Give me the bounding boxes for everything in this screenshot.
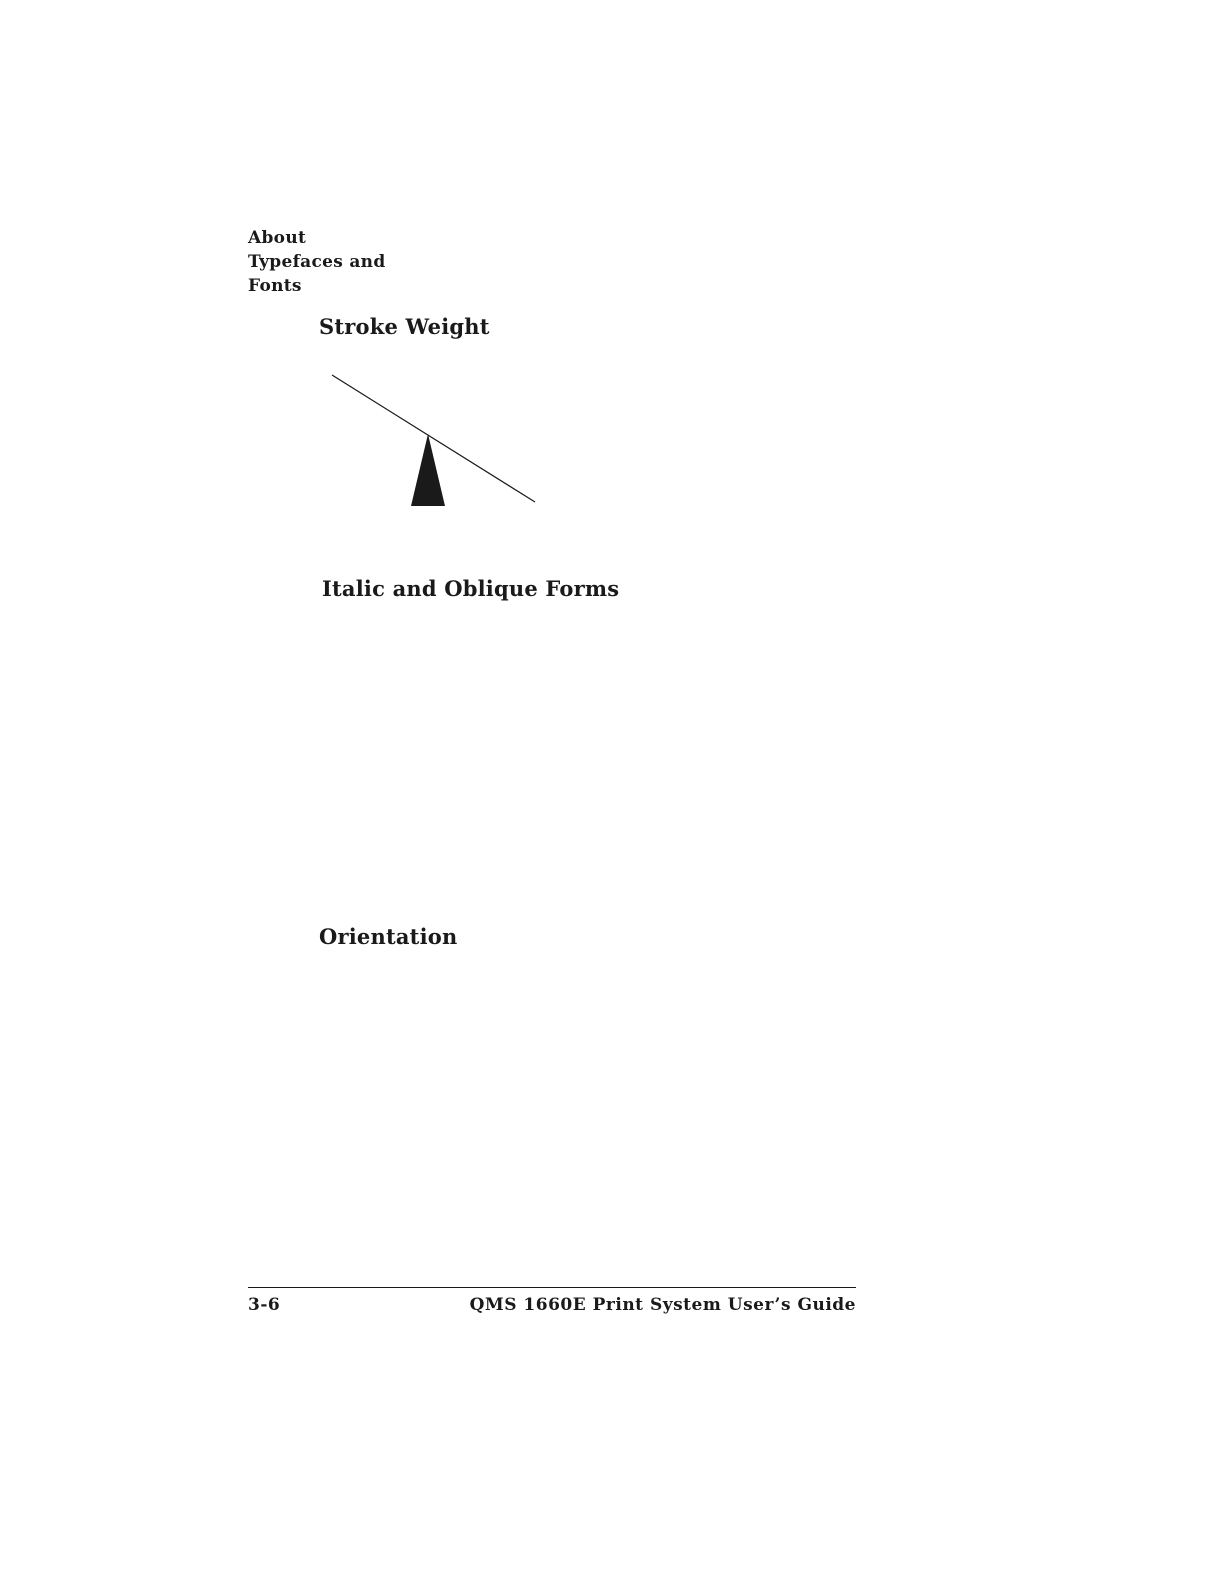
section-heading-orientation: Orientation <box>319 924 458 949</box>
stroke-weight-figure <box>325 370 540 512</box>
section-heading-stroke-weight: Stroke Weight <box>319 314 490 339</box>
side-heading-line-3: Fonts <box>248 276 302 296</box>
footer-divider <box>248 1287 856 1288</box>
balance-scale-icon <box>325 370 540 512</box>
section-heading-italic-oblique: Italic and Oblique Forms <box>322 576 620 601</box>
side-heading-line-2: Typefaces and <box>248 252 386 272</box>
side-heading <box>248 226 418 298</box>
side-heading-line-1: About <box>248 228 307 248</box>
footer-guide-title: QMS 1660E Print System User’s Guide <box>469 1295 856 1315</box>
footer-page-number: 3-6 <box>248 1295 281 1315</box>
balance-fulcrum <box>411 434 445 506</box>
